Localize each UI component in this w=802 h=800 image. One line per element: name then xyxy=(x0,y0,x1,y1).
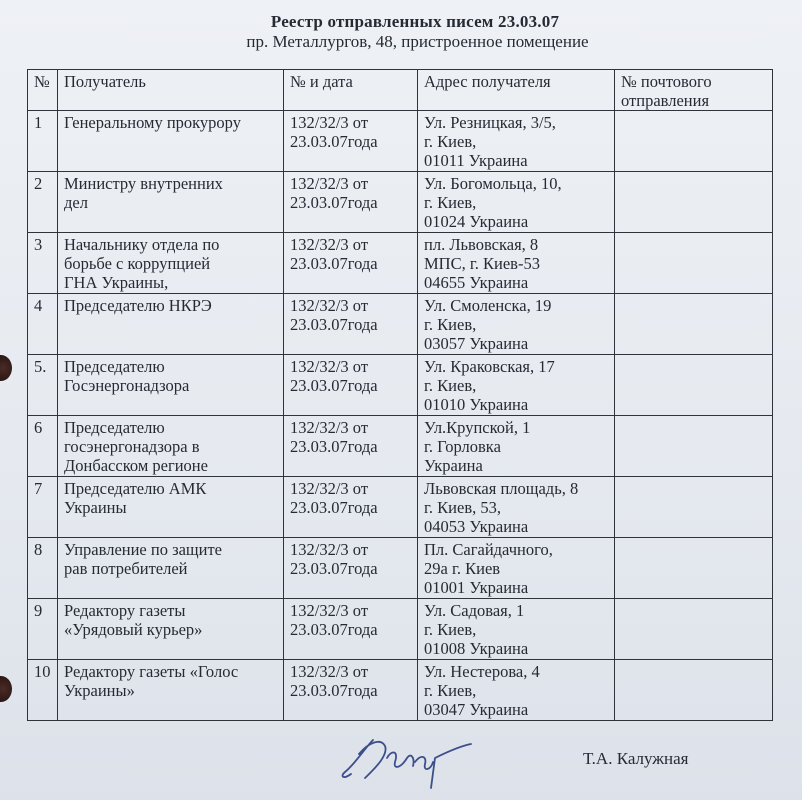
letters-registry-table xyxy=(27,69,773,721)
header-ref-date: № и дата xyxy=(284,70,418,111)
cell-ref-date: 132/32/3 от 23.03.07года xyxy=(284,599,418,660)
header-number: № xyxy=(28,70,58,111)
cell-number: 1 xyxy=(28,111,58,172)
cell-postal-number xyxy=(615,660,773,721)
header-address: Адрес получателя xyxy=(418,70,615,111)
cell-recipient: Управление по защите рав потребителей xyxy=(58,538,284,599)
cell-postal-number xyxy=(615,172,773,233)
table-row xyxy=(28,294,773,355)
punch-hole xyxy=(0,676,12,702)
cell-address: Ул. Смоленска, 19 г. Киев, 03057 Украина xyxy=(418,294,615,355)
table-row xyxy=(28,233,773,294)
cell-recipient: Председателю Госэнергонадзора xyxy=(58,355,284,416)
signer-name: Т.А. Калужная xyxy=(583,749,689,768)
cell-address: Ул. Краковская, 17 г. Киев, 01010 Украина xyxy=(418,355,615,416)
header-recipient: Получатель xyxy=(58,70,284,111)
cell-number: 7 xyxy=(28,477,58,538)
document-subtitle: пр. Металлургов, 48, пристроенное помещение xyxy=(246,32,589,51)
cell-recipient: Председателю АМК Украины xyxy=(58,477,284,538)
handwritten-signature xyxy=(335,728,475,790)
cell-postal-number xyxy=(615,233,773,294)
cell-ref-date: 132/32/3 от 23.03.07года xyxy=(284,233,418,294)
cell-recipient: Председателю госэнергонадзора в Донбасском регионе xyxy=(58,416,284,477)
cell-number: 6 xyxy=(28,416,58,477)
table-header-row xyxy=(28,70,773,111)
cell-ref-date: 132/32/3 от 23.03.07года xyxy=(284,355,418,416)
cell-recipient: Генеральному прокурору xyxy=(58,111,284,172)
cell-address: Ул.Крупской, 1 г. Горловка Украина xyxy=(418,416,615,477)
cell-address: Ул. Резницкая, 3/5, г. Киев, 01011 Украина xyxy=(418,111,615,172)
cell-ref-date: 132/32/3 от 23.03.07года xyxy=(284,172,418,233)
table-row xyxy=(28,355,773,416)
cell-number: 10 xyxy=(28,660,58,721)
cell-address: Ул. Богомольца, 10, г. Киев, 01024 Украина xyxy=(418,172,615,233)
cell-recipient: Председателю НКРЭ xyxy=(58,294,284,355)
cell-number: 2 xyxy=(28,172,58,233)
header-postal-number: № почтового отправления xyxy=(615,70,773,111)
cell-recipient: Редактору газеты «Урядовый курьер» xyxy=(58,599,284,660)
table-row xyxy=(28,416,773,477)
table-row xyxy=(28,660,773,721)
cell-postal-number xyxy=(615,294,773,355)
cell-address: Пл. Сагайдачного, 29а г. Киев 01001 Украина xyxy=(418,538,615,599)
cell-ref-date: 132/32/3 от 23.03.07года xyxy=(284,538,418,599)
cell-recipient: Министру внутренних дел xyxy=(58,172,284,233)
cell-postal-number xyxy=(615,111,773,172)
cell-ref-date: 132/32/3 от 23.03.07года xyxy=(284,660,418,721)
cell-address: пл. Львовская, 8 МПС, г. Киев-53 04655 Украина xyxy=(418,233,615,294)
table-row xyxy=(28,599,773,660)
punch-hole xyxy=(0,355,12,381)
cell-postal-number xyxy=(615,477,773,538)
cell-ref-date: 132/32/3 от 23.03.07года xyxy=(284,111,418,172)
cell-ref-date: 132/32/3 от 23.03.07года xyxy=(284,294,418,355)
cell-postal-number xyxy=(615,599,773,660)
cell-postal-number xyxy=(615,538,773,599)
cell-address: Ул. Садовая, 1 г. Киев, 01008 Украина xyxy=(418,599,615,660)
cell-ref-date: 132/32/3 от 23.03.07года xyxy=(284,416,418,477)
cell-number: 4 xyxy=(28,294,58,355)
table-body xyxy=(28,111,773,721)
cell-recipient: Редактору газеты «Голос Украины» xyxy=(58,660,284,721)
cell-number: 9 xyxy=(28,599,58,660)
table-row xyxy=(28,172,773,233)
table-row xyxy=(28,477,773,538)
cell-number: 3 xyxy=(28,233,58,294)
cell-postal-number xyxy=(615,416,773,477)
cell-number: 5. xyxy=(28,355,58,416)
table-row xyxy=(28,111,773,172)
cell-recipient: Начальнику отдела по борьбе с коррупцией ГНА Украины, xyxy=(58,233,284,294)
cell-ref-date: 132/32/3 от 23.03.07года xyxy=(284,477,418,538)
document-title: Реестр отправленных писем 23.03.07 xyxy=(270,12,560,31)
cell-postal-number xyxy=(615,355,773,416)
cell-number: 8 xyxy=(28,538,58,599)
cell-address: Львовская площадь, 8 г. Киев, 53, 04053 Украина xyxy=(418,477,615,538)
table-row xyxy=(28,538,773,599)
cell-address: Ул. Нестерова, 4 г. Киев, 03047 Украина xyxy=(418,660,615,721)
